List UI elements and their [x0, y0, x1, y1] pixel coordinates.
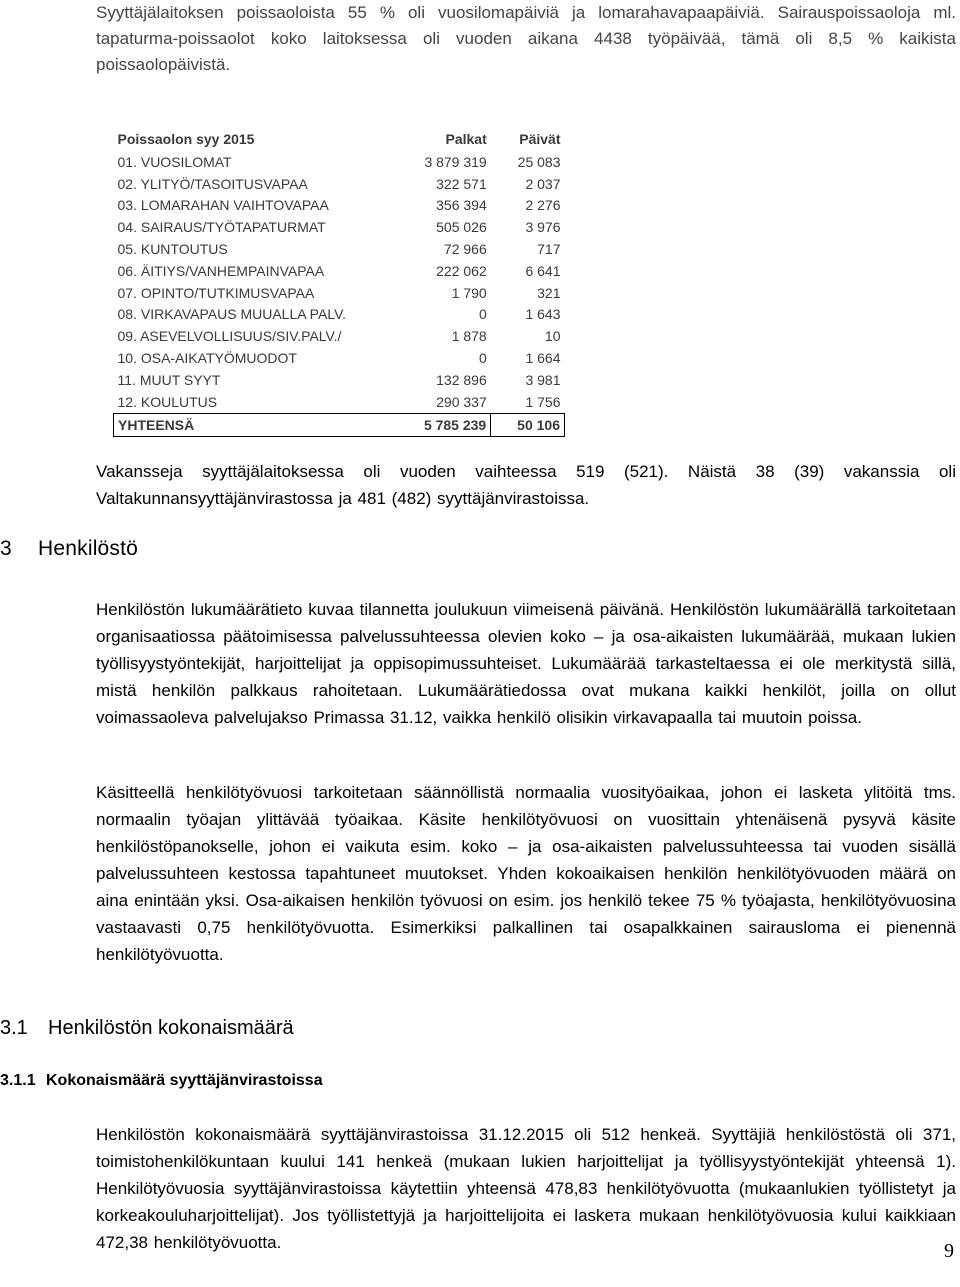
table-header-row	[114, 127, 565, 151]
row-reason: 09. ASEVELVOLLISUUS/SIV.PALV./	[117, 328, 342, 345]
table-row	[114, 369, 565, 391]
subsection-number: 3.1	[0, 1017, 28, 1039]
row-salaries: 222 062	[436, 262, 487, 279]
table-row	[114, 195, 565, 217]
vacancies-paragraph: Vakansseja syyttäjälaitoksessa oli vuoden vaihteessa 519 (521). Näistä 38 (39) vakanssia oli Valtakunnansyyttäjänvirastossa ja 481 (482) syyttäjänvirastoissa.	[96, 462, 956, 508]
table-row	[114, 391, 565, 413]
row-days: 1 664	[525, 350, 561, 367]
section-number: 3	[0, 537, 12, 560]
row-reason: 01. VUOSILOMAT	[117, 153, 232, 170]
row-days: 1 756	[525, 393, 561, 410]
row-reason: 02. YLITYÖ/TASOITUSVAPAA	[117, 175, 308, 192]
section-heading-3	[0, 537, 138, 561]
row-salaries: 3 879 319	[424, 153, 487, 170]
page-number: 9	[944, 1240, 954, 1262]
row-days: 2 276	[525, 197, 561, 214]
row-salaries: 1 878	[451, 328, 487, 345]
subsubsection-title: Kokonaismäärä syyttäjänvirastoissa	[46, 1072, 323, 1089]
row-reason: 10. OSA-AIKATYÖMUODOT	[117, 350, 297, 367]
row-salaries: 0	[478, 306, 487, 323]
table-row	[114, 151, 565, 173]
row-days: 6 641	[525, 262, 561, 279]
row-salaries: 505 026	[436, 219, 487, 236]
row-days: 717	[537, 241, 561, 258]
header-days: Päivät	[519, 131, 561, 147]
total-days: 50 106	[491, 413, 565, 436]
section-heading-3-1-1	[0, 1072, 323, 1090]
subsubsection-number: 3.1.1	[0, 1072, 36, 1089]
row-days: 2 037	[525, 175, 561, 192]
row-salaries: 72 966	[443, 241, 487, 258]
headcount-paragraph: Henkilöstön lukumäärätieto kuvaa tilannetta joulukuun viimeisenä päivänä. Henkilöstön lukumäärällä tarkoitetaan organisaatiossa päätoimisessa palvelussuhteessa olevien koko – ja osa-aikaisten lukumäärää, mukaan lukien työllisyystyöntekijät, harjoittelijat ja oppisopimussuhteiset. Lukumäärää tarkasteltaessa ei ole merkitystä sillä, mistä henkilön palkkaus rahoitetaan. Lukumäärätiedossa ovat mukana kaikki henkilöt, joilla on ollut voimassaoleva palvelujakso Primassa 31.12, vaikka henkilö olisikin virkavapaalla tai muutoin poissa.	[96, 600, 956, 727]
row-reason: 05. KUNTOUTUS	[117, 241, 228, 258]
table-total-row	[114, 413, 565, 436]
intro-paragraph: Syyttäjälaitoksen poissaoloista 55 % oli vuosilomapäiviä ja lomarahavapaapäiviä. Sairauspoissaoloja ml. tapaturma-poissaolot koko laitoksessa oli vuoden aikana 4438 työpäivää, tämä oli 8,5 % kaikista poissaolopäivistä.	[96, 3, 956, 74]
table-row	[114, 238, 565, 260]
row-reason: 03. LOMARAHAN VAIHTOVAPAA	[117, 197, 329, 214]
row-salaries: 322 571	[436, 175, 487, 192]
row-reason: 08. VIRKAVAPAUS MUUALLA PALV.	[117, 306, 347, 323]
table-row	[114, 216, 565, 238]
row-days: 25 083	[517, 153, 561, 170]
total-label: YHTEENSÄ	[114, 413, 403, 436]
section-title: Henkilöstö	[38, 537, 139, 560]
row-reason: 12. KOULUTUS	[117, 393, 218, 410]
row-days: 321	[537, 284, 561, 301]
table-row	[114, 260, 565, 282]
subsection-title: Henkilöstön kokonaismäärä	[48, 1017, 294, 1039]
header-reason: Poissaolon syy 2015	[117, 131, 255, 147]
section-heading-3-1	[0, 1017, 294, 1040]
total-staff-paragraph: Henkilöstön kokonaismäärä syyttäjänvirastoissa 31.12.2015 oli 512 henkeä. Syyttäjiä henkilöstöstä oli 371, toimistohenkilökuntaan kuului 141 henkeä (mukaan lukien harjoittelijat ja työllisyystyöntekijät yhteensä 1). Henkilötyövuosia syyttäjänvirastoissa käytettiin yhteensä 478,83 henkilötyövuotta (mukaanlukien työllistetyt ja korkeakouluharjoittelijat). Jos työllistettyjä ja harjoittelijoita ei laskета mukaan henkilötyövuosia kului kaikkiaan 472,38 henkilötyövuotta.	[96, 1125, 956, 1252]
table-row	[114, 282, 565, 304]
table-row	[114, 173, 565, 195]
row-reason: 04. SAIRAUS/TYÖTAPATURMAT	[117, 219, 326, 236]
row-reason: 06. ÄITIYS/VANHEMPAINVAPAA	[117, 262, 325, 279]
row-reason: 07. OPINTO/TUTKIMUSVAPAA	[117, 284, 315, 301]
row-salaries: 0	[478, 350, 487, 367]
row-days: 10	[544, 328, 561, 345]
row-salaries: 132 896	[436, 371, 487, 388]
row-salaries: 290 337	[436, 393, 487, 410]
person-years-paragraph: Käsitteellä henkilötyövuosi tarkoitetaan säännöllistä normaalia vuosityöaikaa, johon ei lasketa ylitöitä tms. normaalin työajan ylittävää työaikaa. Käsite henkilötyövuosi on vuosittain yhtenäisenä pysyvä käsite henkilöstöpanokselle, johon ei vaikuta esim. koko – ja osa-aikaisten palvelussuhteessa tai vuoden sisällä palvelussuhteen kestossa tapahtuneet muutokset. Yhden kokoaikaisen henkilön henkilötyövuoden määrä on aina enintään yksi. Osa-aikaisen henkilön työvuosi on esim. jos henkilö tekee 75 % työajasta, henkilötyövuosina vastaavasti 0,75 henkilötyövuotta. Esimerkiksi palkallinen tai osapalkkainen sairausloma ei pienennä henkilötyövuotta.	[96, 783, 956, 964]
table-row	[114, 347, 565, 369]
row-reason: 11. MUUT SYYT	[117, 371, 221, 388]
row-days: 3 976	[525, 219, 561, 236]
row-salaries: 1 790	[451, 284, 487, 301]
header-salaries: Palkat	[445, 131, 487, 147]
absence-table	[113, 127, 565, 437]
table-row	[114, 304, 565, 326]
table-row	[114, 325, 565, 347]
row-days: 1 643	[525, 306, 561, 323]
row-days: 3 981	[525, 371, 561, 388]
total-salaries: 5 785 239	[403, 413, 491, 436]
row-salaries: 356 394	[436, 197, 487, 214]
